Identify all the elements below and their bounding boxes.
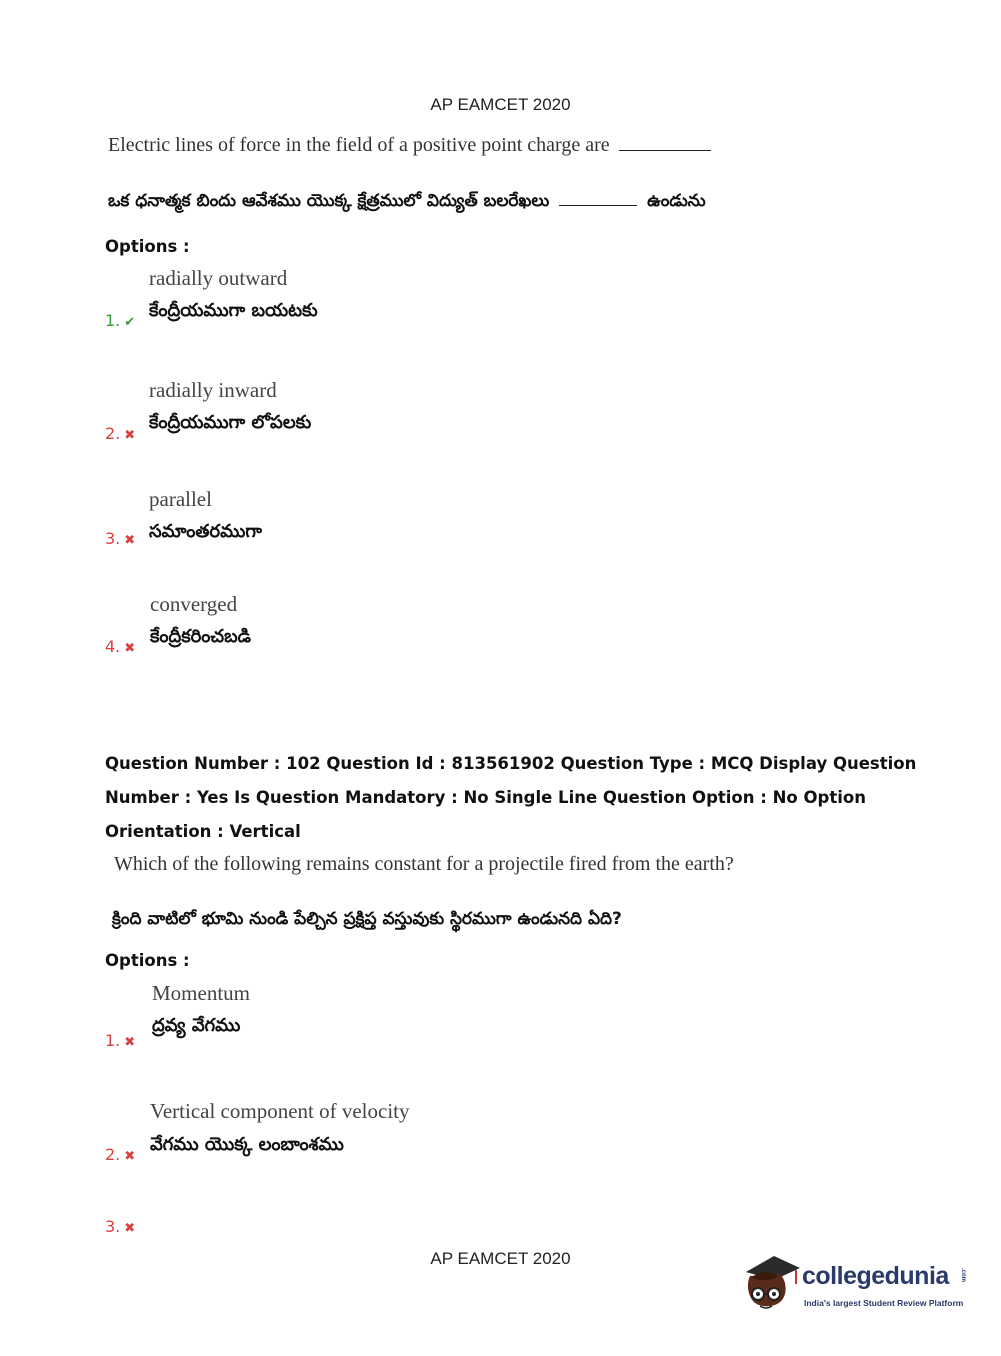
q2-option-2-marker (105, 1145, 135, 1164)
q2-option-2-number: 2. (105, 1145, 121, 1164)
question-2-text-te: క్రింది వాటిలో భూమి నుండి పేల్చిన ప్రక్షిప్త వస్తువుకు స్థిరముగా ఉండునది ఏది? (112, 909, 622, 929)
option-1-marker (105, 311, 135, 330)
option-4-en: converged (150, 592, 238, 616)
question-meta-line-3: Orientation : Vertical (105, 822, 301, 841)
option-3-marker (105, 529, 135, 548)
option-4-te: కేంద్రీకరించబడి (150, 626, 251, 647)
mascot-icon (740, 1250, 802, 1318)
q2-option-1-en: Momentum (152, 981, 250, 1005)
q2-option-3-marker (105, 1217, 135, 1236)
option-1-number: 1. (105, 311, 121, 330)
question-text-te-end: ఉండును (647, 191, 706, 211)
option-1-te: కేంద్రీయముగా బయటకు (149, 300, 318, 321)
options-label-2: Options : (105, 951, 190, 970)
page-header: AP EAMCET 2020 (430, 95, 571, 114)
q2-option-1-marker (105, 1031, 135, 1050)
option-1-en: radially outward (149, 266, 288, 290)
question-2-text-en: Which of the following remains constant for a projectile fired from the earth? (114, 853, 734, 875)
cross-icon: ✖ (124, 1035, 136, 1050)
question-meta-line-2: Number : Yes Is Question Mandatory : No Single Line Question Option : No Option (105, 788, 866, 807)
option-2-marker (105, 424, 135, 443)
collegedunia-logo (740, 1250, 975, 1320)
logo-com: .com (960, 1268, 966, 1283)
q2-option-2-en: Vertical component of velocity (150, 1099, 410, 1123)
option-3-number: 3. (105, 529, 121, 548)
question-text-te-content: ఒక ధనాత్మక బిందు ఆవేశము యొక్క క్షేత్రములో విద్యుత్ బలరేఖలు (108, 191, 550, 211)
check-icon: ✔ (124, 315, 136, 330)
cross-icon: ✖ (124, 1149, 136, 1164)
page-footer: AP EAMCET 2020 (430, 1249, 571, 1268)
option-2-en: radially inward (149, 378, 277, 402)
q2-option-3-number: 3. (105, 1217, 121, 1236)
cross-icon: ✖ (124, 1221, 136, 1236)
option-4-marker (105, 637, 135, 656)
question-text-en (108, 134, 711, 157)
option-4-number: 4. (105, 637, 121, 656)
answer-blank (619, 150, 711, 151)
option-3-te: సమాంతరముగా (149, 521, 262, 542)
answer-blank-te (559, 205, 637, 206)
question-text-te (108, 191, 706, 215)
question-text-en-content: Electric lines of force in the field of a positive point charge are (108, 134, 610, 156)
q2-option-2-te: వేగము యొక్క లంబాంశము (150, 1134, 344, 1155)
q2-option-1-number: 1. (105, 1031, 121, 1050)
logo-tagline: India's largest Student Review Platform (804, 1298, 964, 1308)
option-3-en: parallel (149, 487, 212, 511)
options-label: Options : (105, 237, 190, 256)
cross-icon: ✖ (124, 428, 136, 443)
cross-icon: ✖ (124, 533, 136, 548)
q2-option-1-te: ద్రవ్య వేగము (152, 1015, 241, 1036)
option-2-number: 2. (105, 424, 121, 443)
option-2-te: కేంద్రీయముగా లోపలకు (149, 412, 312, 433)
question-meta-line-1: Question Number : 102 Question Id : 813561902 Question Type : MCQ Display Question (105, 754, 917, 773)
cross-icon: ✖ (124, 641, 136, 656)
logo-name: collegedunia (802, 1262, 949, 1290)
